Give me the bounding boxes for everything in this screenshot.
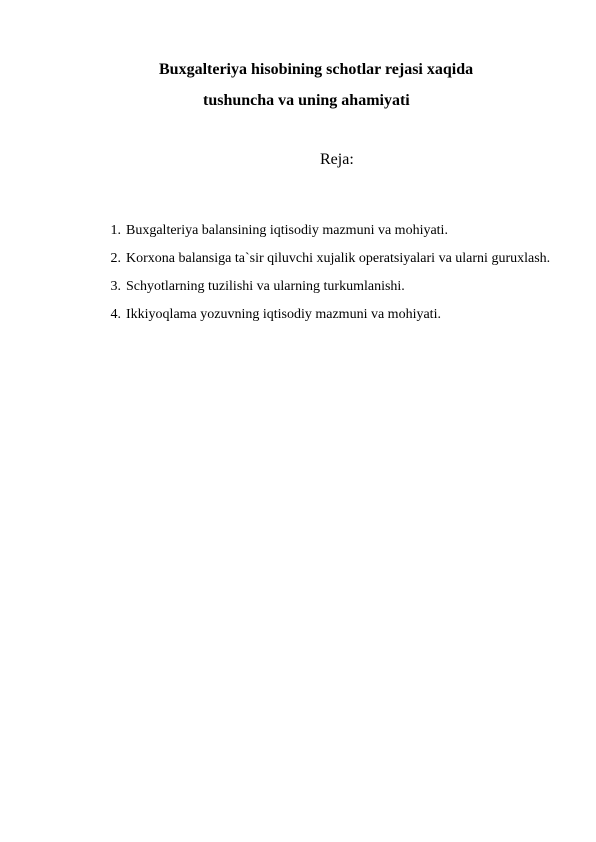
- plan-item-text: Buxgalteriya balansining iqtisodiy mazmuni va mohiyati.: [126, 223, 448, 238]
- plan-item-3: [100, 276, 560, 298]
- plan-heading: Reja:: [320, 151, 354, 168]
- plan-item-number: 4.: [110, 307, 121, 322]
- plan-item-1: [100, 220, 560, 242]
- plan-item-4: [100, 304, 560, 326]
- plan-item-2: [100, 248, 560, 270]
- document-title-line-2: tushuncha va uning ahamiyati: [203, 92, 410, 109]
- plan-item-text: Korxona balansiga ta`sir qiluvchi xujalik operatsiyalari va ularni guruxlash.: [126, 251, 551, 266]
- plan-item-number: 3.: [110, 279, 121, 294]
- document-title-line-1: Buxgalteriya hisobining schotlar rejasi xaqida: [159, 61, 474, 78]
- plan-list: [100, 220, 560, 332]
- plan-item-number: 2.: [110, 251, 121, 266]
- plan-item-text: Schyotlarning tuzilishi va ularning turkumlanishi.: [126, 279, 405, 294]
- plan-item-text: Ikkiyoqlama yozuvning iqtisodiy mazmuni va mohiyati.: [126, 307, 441, 322]
- plan-item-number: 1.: [110, 223, 121, 238]
